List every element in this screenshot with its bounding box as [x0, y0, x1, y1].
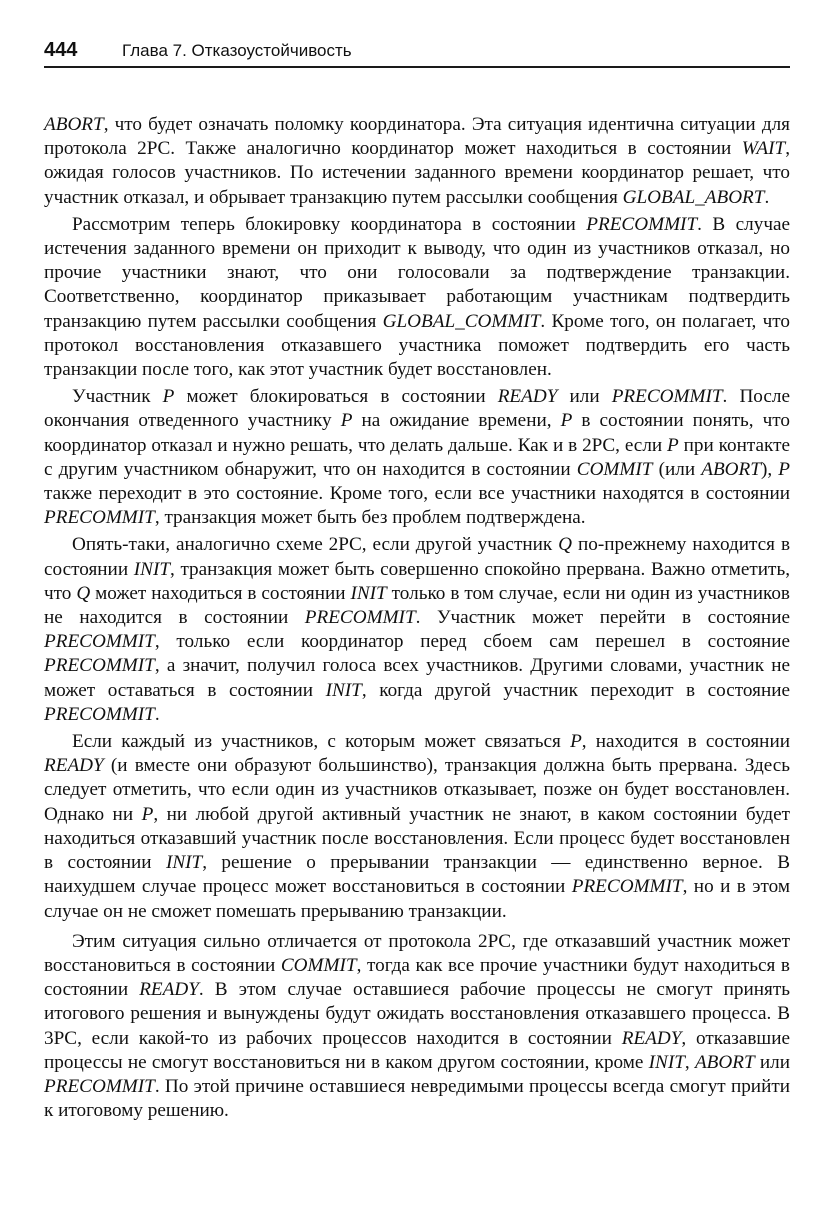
italic-term: GLOBAL_COMMIT: [382, 310, 541, 332]
page-header: [44, 38, 790, 68]
italic-term: P: [570, 731, 582, 753]
italic-term: READY: [621, 1027, 682, 1049]
paragraph: [44, 533, 790, 727]
text-run: , только если координатор перед сбоем сам перешел в состояние: [154, 631, 790, 653]
text-run: (или: [652, 458, 702, 480]
paragraph: [44, 385, 790, 530]
italic-term: PRECOMMIT: [44, 655, 155, 677]
italic-term: ABORT: [701, 458, 761, 480]
text-run: на ожидание времени,: [352, 410, 561, 432]
text-run: , но и в этом случае он не сможет помешать прерыванию транзакции.: [44, 876, 790, 922]
italic-term: PRECOMMIT: [571, 876, 683, 898]
paragraph: [44, 213, 790, 382]
text-run: , решение о прерывании транзакции — единственно верное. В наихудшем случае процесс может восстановиться в состоянии: [44, 852, 790, 898]
text-run: при контакте с другим участником обнаружит, что он находится в состоянии: [44, 434, 790, 480]
text-run: , отказавшие процессы не смогут восстановиться ни в каком другом состоянии, кроме: [44, 1027, 790, 1073]
text-run: или: [754, 1051, 790, 1073]
text-run: по-прежнему находится в состоянии: [44, 534, 790, 580]
page-number: 444: [44, 39, 78, 61]
text-run: может блокироваться в состоянии: [174, 386, 498, 408]
text-run: Опять-таки, аналогично схеме 2PC, если другой участник: [72, 534, 559, 556]
italic-term: P: [340, 410, 353, 432]
italic-term: READY: [497, 386, 558, 408]
chapter-running-head: Глава 7. Отказоустойчивость: [122, 41, 352, 60]
paragraph: [44, 730, 790, 924]
italic-term: WAIT: [741, 138, 786, 160]
text-run: . Кроме того, он полагает, что протокол восстановления отказавшего участника поможет подтвердить его часть транзакции после того, как этот участник будет восстановлен.: [44, 310, 790, 381]
italic-term: PRECOMMIT: [586, 213, 698, 235]
italic-term: INIT: [648, 1051, 685, 1073]
text-run: . После окончания отведенного участнику: [44, 386, 790, 432]
italic-term: INIT: [133, 558, 170, 580]
text-run: только в том случае, если ни один из участников не находится в состоянии: [44, 582, 790, 629]
italic-term: PRECOMMIT: [44, 703, 155, 725]
italic-term: Q: [76, 582, 91, 604]
text-run: , ожидая голосов участников. По истечении заданного времени координатор решает, что участник отказал, и обрывает транзакцию путем рассылки сообщения: [44, 138, 790, 208]
italic-term: P: [141, 803, 154, 825]
italic-term: P: [560, 410, 573, 432]
text-run: , транзакция может быть совершенно спокойно прервана. Важно отметить, что: [44, 558, 790, 604]
text-run: (и вместе они образуют большинство), транзакция должна быть прервана. Здесь следует отметить, что если один из участников отказывает, позже он будет восстановлен. Однако ни: [44, 755, 790, 825]
italic-term: PRECOMMIT: [44, 1075, 155, 1097]
text-run: . Участник может перейти в состояние: [415, 607, 790, 629]
paragraph: [44, 930, 790, 1124]
italic-term: PRECOMMIT: [304, 607, 416, 629]
italic-term: READY: [139, 979, 199, 1001]
italic-term: Q: [558, 534, 573, 556]
text-run: Участник: [72, 386, 163, 408]
text-run: , ни любой другой активный участник не знают, в каком состоянии будет находиться отказавший участник после восстановления. Если процесс будет восстановлен в состоянии: [44, 803, 790, 874]
text-run: , тогда как все прочие участники будут находиться в состоянии: [44, 954, 790, 1001]
italic-term: COMMIT: [576, 458, 653, 480]
text-run: .: [154, 703, 160, 725]
italic-term: P: [778, 458, 790, 480]
text-run: , что будет означать поломку координатора. Эта ситуация идентична ситуации для протокола 2PC. Также аналогично координатор может находиться в состоянии: [44, 114, 790, 160]
text-run: .: [764, 186, 770, 208]
text-run: ,: [684, 1051, 695, 1073]
text-run: . В случае истечения заданного времени он приходит к выводу, что один из участников отказал, но прочие участники знают, что они голосовали за подтверждение транзакции. Соответственно, координатор приказывает работающим участникам подтвердить транзакцию путем рассылки сообщения: [44, 213, 790, 332]
italic-term: INIT: [325, 679, 362, 701]
text-run: может находиться в состоянии: [90, 582, 351, 604]
text-run: , когда другой участник переходит в состояние: [361, 679, 790, 701]
text-run: . По этой причине оставшиеся невредимыми процессы всегда смогут прийти к итоговому решению.: [44, 1075, 790, 1122]
italic-term: P: [667, 434, 679, 456]
italic-term: PRECOMMIT: [44, 507, 155, 529]
paragraph: [44, 113, 790, 210]
text-run: в состоянии понять, что координатор отказал и нужно решать, что делать дальше. Как и в 2PC, если: [44, 410, 790, 456]
text-run: Если каждый из участников, с которым может связаться: [72, 731, 571, 753]
italic-term: COMMIT: [280, 954, 357, 976]
italic-term: ABORT: [44, 114, 104, 135]
body-text: [44, 113, 790, 1126]
text-run: также переходит в это состояние. Кроме того, если все участники находятся в состоянии: [44, 483, 790, 505]
italic-term: P: [162, 386, 175, 408]
italic-term: PRECOMMIT: [611, 386, 723, 408]
text-run: или: [557, 386, 612, 408]
italic-term: GLOBAL_ABORT: [622, 186, 765, 208]
italic-term: PRECOMMIT: [44, 631, 155, 653]
italic-term: INIT: [350, 582, 387, 604]
italic-term: INIT: [165, 852, 203, 874]
text-run: ),: [760, 458, 779, 480]
text-run: , транзакция может быть без проблем подтверждена.: [154, 507, 586, 529]
italic-term: READY: [44, 755, 104, 777]
text-run: Этим ситуация сильно отличается от протокола 2PC, где отказавший участник может восстановиться в состоянии: [44, 930, 790, 976]
text-run: , а значит, получил голоса всех участников. Другими словами, участник не может оставаться в состоянии: [44, 655, 790, 701]
italic-term: ABORT: [694, 1051, 755, 1073]
text-run: , находится в состоянии: [581, 731, 790, 753]
text-run: Рассмотрим теперь блокировку координатора в состоянии: [72, 213, 587, 235]
text-run: . В этом случае оставшиеся рабочие процессы не смогут принять итогового решения и вынуждены будут ожидать восстановления отказавшего процесса. В 3PC, если какой-то из рабочих процессов находится в состоянии: [44, 979, 790, 1049]
